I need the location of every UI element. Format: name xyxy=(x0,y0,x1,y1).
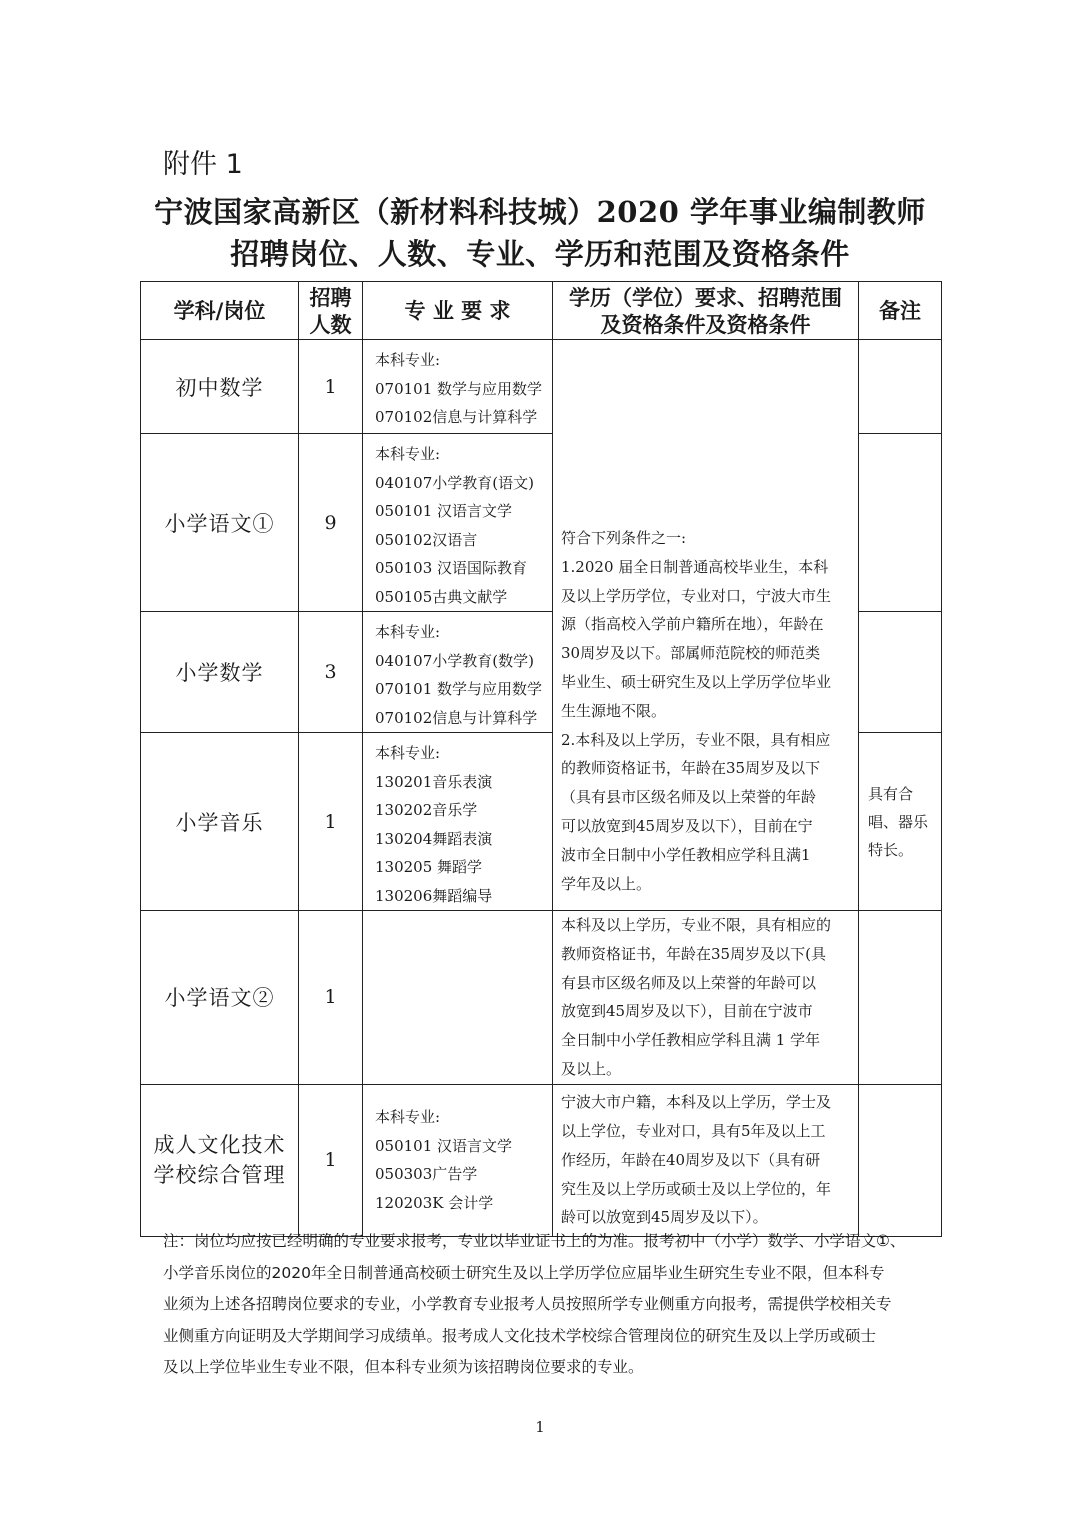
header-qual-line2: 及资格条件及资格条件 xyxy=(600,311,811,337)
page-title-line2: 招聘岗位、人数、专业、学历和范围及资格条件 xyxy=(230,237,850,271)
table-row xyxy=(141,911,942,1085)
row-subject: 小学数学 xyxy=(141,612,299,733)
row-majors xyxy=(363,911,553,1085)
qual-line: 1.2020 届全日制普通高校毕业生，本科 xyxy=(561,557,829,576)
major-line: 050102汉语言 xyxy=(375,530,478,549)
qual-line: 符合下列条件之一: xyxy=(561,529,687,547)
major-line: 本科专业: xyxy=(375,351,441,369)
major-line: 050105古典文献学 xyxy=(375,587,508,606)
row-note xyxy=(859,1084,942,1236)
major-line: 070101 数学与应用数学 xyxy=(375,680,543,698)
row-majors xyxy=(363,340,553,434)
major-line: 050101 汉语言文学 xyxy=(375,502,513,520)
subject-line2: 学校综合管理 xyxy=(153,1163,286,1188)
major-line: 050103 汉语国际教育 xyxy=(375,559,528,577)
header-qualification xyxy=(553,282,859,340)
qual-line: 源（指高校入学前户籍所在地），年龄在 xyxy=(561,615,824,634)
subject-line1: 成人文化技术 xyxy=(153,1133,286,1158)
major-line: 070101 数学与应用数学 xyxy=(375,379,543,398)
qual-line: 的教师资格证书，年龄在35周岁及以下 xyxy=(561,759,821,778)
major-line: 040107小学教育(数学) xyxy=(375,651,534,670)
note-line: 特长。 xyxy=(868,840,914,859)
header-count-line1: 招聘 xyxy=(309,284,352,310)
qual-line: 龄可以放宽到45周岁及以下）。 xyxy=(561,1208,768,1227)
row-note xyxy=(859,733,942,911)
footnote-line: 及以上学位毕业生专业不限，但本科专业须为该招聘岗位要求的专业。 xyxy=(163,1358,644,1376)
footnote-line: 注：岗位均应按已经明确的专业要求报考，专业以毕业证书上的为准。报考初中（小学）数学、小学语文①、 xyxy=(163,1232,906,1250)
row-majors xyxy=(363,1084,553,1236)
major-line: 050303广告学 xyxy=(375,1165,478,1184)
header-major: 专 业 要 求 xyxy=(363,282,553,340)
major-line: 130201音乐表演 xyxy=(375,772,493,791)
row-count: 1 xyxy=(299,1084,363,1236)
qual-line: 以上学位，专业对口，具有5年及以上工 xyxy=(561,1122,826,1141)
major-line: 130205 舞蹈学 xyxy=(375,858,483,876)
qual-line: 波市全日制中小学任教相应学科且满1 xyxy=(561,845,811,864)
qual-line: 宁波大市户籍，本科及以上学历，学士及 xyxy=(561,1093,832,1112)
page-number: 1 xyxy=(535,1418,545,1436)
row-qualification xyxy=(553,911,859,1085)
table-row xyxy=(141,1084,942,1236)
qual-line: 放宽到45周岁及以下），目前在宁波市 xyxy=(561,1002,813,1021)
note-line: 具有合 xyxy=(868,784,914,803)
major-line: 040107小学教育(语文) xyxy=(375,473,534,492)
major-line: 本科专业: xyxy=(375,445,441,463)
qual-line: 教师资格证书，年龄在35周岁及以下(具 xyxy=(561,944,826,963)
major-line: 070102信息与计算科学 xyxy=(375,708,538,727)
row-note xyxy=(859,911,942,1085)
footnote-line: 业须为上述各招聘岗位要求的专业，小学教育专业报考人员按照所学专业侧重方向报考，需提供学校相关专 xyxy=(163,1295,892,1313)
table-row xyxy=(141,340,942,434)
row-qualification xyxy=(553,1084,859,1236)
header-subject: 学科/岗位 xyxy=(141,282,299,340)
qual-line: 全日制中小学任教相应学科且满 1 学年 xyxy=(561,1031,821,1050)
table-header-row xyxy=(141,282,942,340)
attachment-label: 附件 1 xyxy=(163,149,243,180)
qual-line: 2.本科及以上学历，专业不限，具有相应 xyxy=(561,730,831,749)
row-majors xyxy=(363,434,553,612)
major-line: 130204舞蹈表演 xyxy=(375,829,493,848)
row-count: 1 xyxy=(299,733,363,911)
qual-line: 作经历，年龄在40周岁及以下（具有研 xyxy=(561,1150,821,1169)
page-title-line1: 宁波国家高新区（新材料科技城）2020 学年事业编制教师 xyxy=(154,195,926,229)
row-count: 1 xyxy=(299,340,363,434)
qual-line: 及以上学历学位，专业对口，宁波大市生 xyxy=(561,586,832,605)
header-qual-line1: 学历（学位）要求、招聘范围 xyxy=(569,284,842,310)
footnote-line: 小学音乐岗位的2020年全日制普通高校硕士研究生及以上学历学位应届毕业生研究生专业不限，但本科专 xyxy=(163,1263,885,1282)
major-line: 120203K 会计学 xyxy=(375,1193,494,1212)
note-line: 唱、器乐 xyxy=(868,812,929,831)
header-count xyxy=(299,282,363,340)
row-note xyxy=(859,340,942,434)
row-subject: 初中数学 xyxy=(141,340,299,434)
row-subject: 小学语文② xyxy=(141,911,299,1085)
qual-line: 学年及以上。 xyxy=(561,874,652,893)
qual-line: 本科及以上学历，专业不限，具有相应的 xyxy=(561,916,832,934)
major-line: 050101 汉语言文学 xyxy=(375,1136,513,1155)
footnote-line: 业侧重方向证明及大学期间学习成绩单。报考成人文化技术学校综合管理岗位的研究生及以上学历或硕士 xyxy=(163,1326,877,1345)
row-majors xyxy=(363,612,553,733)
qual-line: 究生及以上学历或硕士及以上学位的，年 xyxy=(561,1179,832,1198)
row-count: 1 xyxy=(299,911,363,1085)
major-line: 本科专业: xyxy=(375,623,441,641)
header-note: 备注 xyxy=(859,282,942,340)
major-line: 130206舞蹈编导 xyxy=(375,886,493,905)
qual-line: 有县市区级名师及以上荣誉的年龄可以 xyxy=(561,973,817,992)
qual-line: 30周岁及以下。部属师范院校的师范类 xyxy=(561,644,821,663)
qual-line: 及以上。 xyxy=(561,1059,622,1078)
major-line: 本科专业: xyxy=(375,1108,441,1127)
row-count: 3 xyxy=(299,612,363,733)
major-line: 130202音乐学 xyxy=(375,801,478,819)
major-line: 本科专业: xyxy=(375,744,441,762)
qual-line: 毕业生、硕士研究生及以上学历学位毕业 xyxy=(561,672,832,691)
row-note xyxy=(859,434,942,612)
shared-qualification xyxy=(553,340,859,911)
row-note xyxy=(859,612,942,733)
row-subject xyxy=(141,1084,299,1236)
header-count-line2: 人数 xyxy=(309,311,352,337)
row-subject: 小学语文① xyxy=(141,434,299,612)
row-count: 9 xyxy=(299,434,363,612)
qual-line: （具有县市区级名师及以上荣誉的年龄 xyxy=(561,788,817,807)
row-majors xyxy=(363,733,553,911)
footnote xyxy=(163,1226,923,1384)
qual-line: 生生源地不限。 xyxy=(561,701,667,720)
recruitment-table xyxy=(140,281,942,1237)
row-subject: 小学音乐 xyxy=(141,733,299,911)
major-line: 070102信息与计算科学 xyxy=(375,408,538,426)
qual-line: 可以放宽到45周岁及以下），目前在宁 xyxy=(561,816,813,835)
